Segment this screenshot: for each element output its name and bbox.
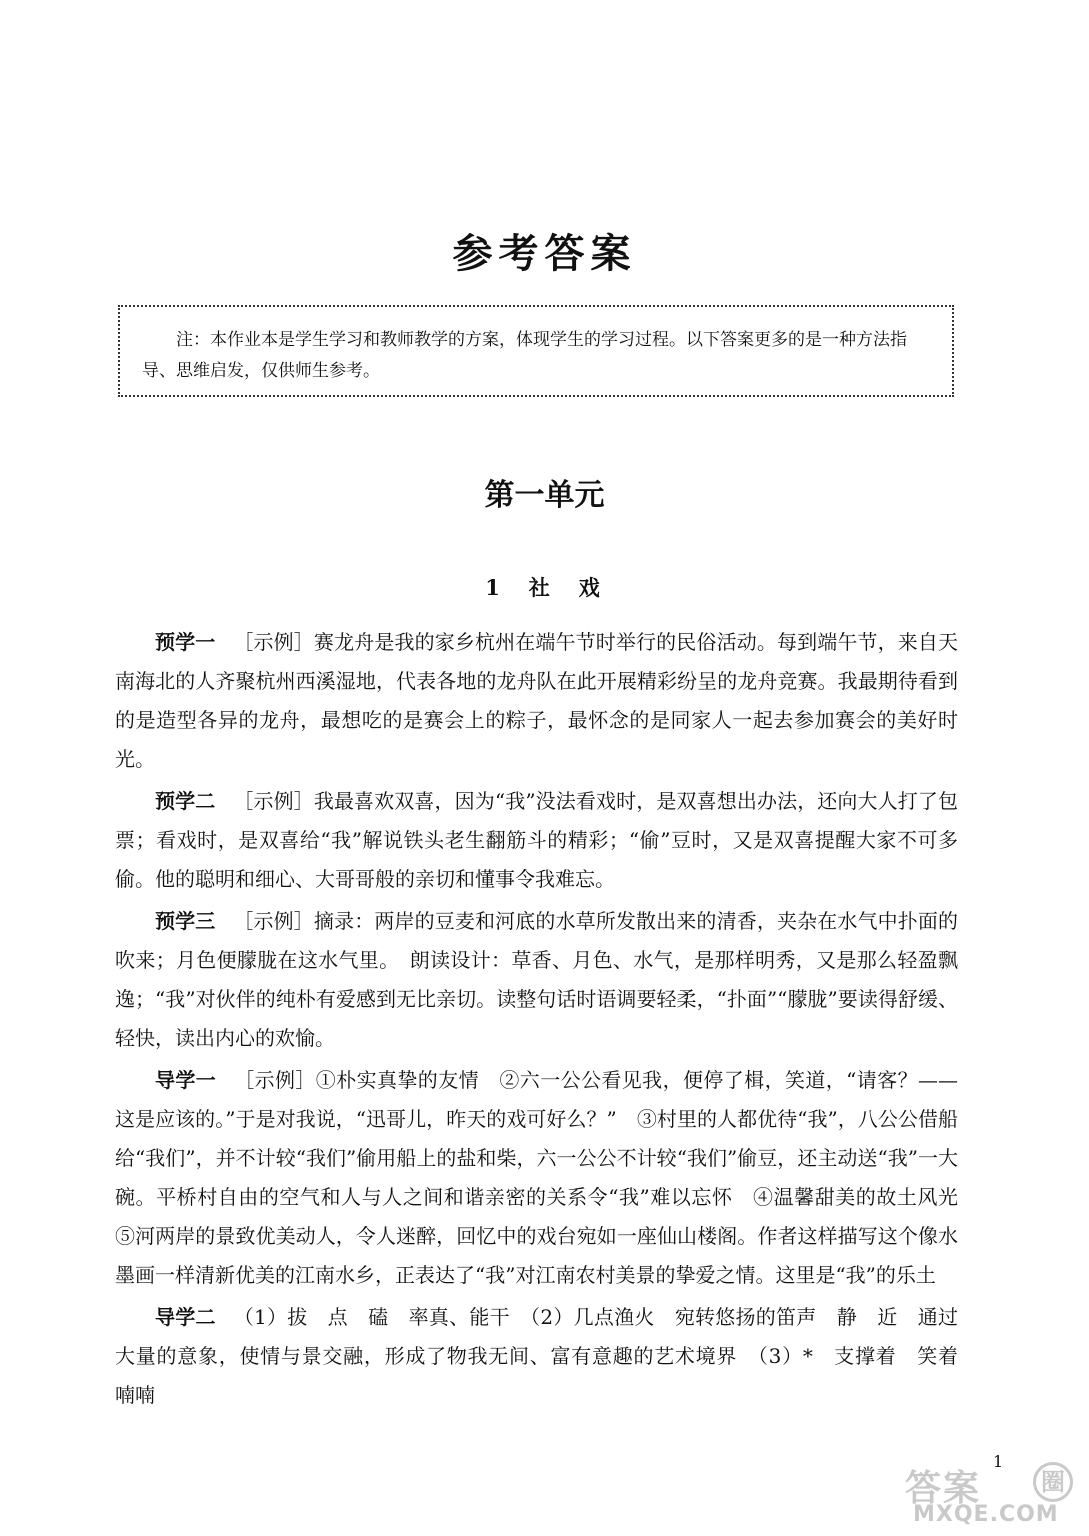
answer-paragraph [115,782,958,899]
answer-paragraph [115,623,958,779]
section-label: 导学二 [155,1305,216,1329]
note-box [118,305,954,397]
note-text: 注：本作业本是学生学习和教师教学的方案，体现学生的学习过程。以下答案更多的是一种方法指导、思维启发，仅供师生参考。 [142,330,907,381]
answer-paragraph [115,1061,978,1295]
answer-paragraph [115,1298,978,1415]
page-number: 1 [993,1452,1004,1471]
section-label: 导学一 [155,1068,217,1092]
answer-paragraph [115,902,958,1058]
answer-text: ［示例］我最喜欢双喜，因为“我”没法看戏时，是双喜想出办法，还向大人打了包票；看戏时，是双喜给“我”解说铁头老生翻筋斗的精彩；“偷”豆时，又是双喜提醒大家不可多偷。他的聪明和细心、大哥哥般的亲切和懂事令我难忘。 [115,789,959,891]
answer-text: ［示例］①朴实真挚的友情 ②六一公公看见我，便停了楫，笑道，“请客？——这是应该的。”于是对我说，“迅哥儿，昨天的戏可好么？” ③村里的人都优待“我”，八公公借船给“我们”，并不计较“我们”偷用船上的盐和柴，六一公公不计较“我们”偷豆，还主动送“我”一大碗。平桥村自由的空气和人与人之间和谐亲密的关系令“我”难以忘怀 ④温馨甜美的故土风光 ⑤河两岸的景致优美动人，令人迷醉，回忆中的戏台宛如一座仙山楼阁。作者这样描写这个像水墨画一样清新优美的江南水乡，正表达了“我”对江南农村美景的挚爱之情。这里是“我”的乐土 [115,1068,978,1287]
answer-text: ［示例］赛龙舟是我的家乡杭州在端午节时举行的民俗活动。每到端午节，来自天南海北的人齐聚杭州西溪湿地，代表各地的龙舟队在此开展精彩纷呈的龙舟竞赛。我最期待看到的是造型各异的龙舟，最想吃的是赛会上的粽子，最怀念的是同家人一起去参加赛会的美好时光。 [115,630,959,771]
answer-text: （1）拔 点 磕 率真、能干 （2）几点渔火 宛转悠扬的笛声 静 近 通过大量的意象，使情与景交融，形成了物我无间、富有意趣的艺术境界 （3）* 支撑着 笑着 喃喃 [115,1305,978,1407]
section-label: 预学二 [155,789,216,813]
watermark-url: MXQE.COM [913,1502,1059,1527]
answer-text: ［示例］摘录：两岸的豆麦和河底的水草所发散出来的清香，夹杂在水气中扑面的吹来；月色便朦胧在这水气里。 朗读设计：草香、月色、水气，是那样明秀，又是那么轻盈飘逸；“我”对伙伴的纯朴有爱感到无比亲切。读整句话时语调要轻柔，“扑面”“朦胧”要读得舒缓、轻快，读出内心的欢愉。 [115,909,959,1050]
answer-content [115,623,978,1415]
watermark-text: 答案 [905,1468,982,1509]
lesson-title: 1 社 戏 [485,575,604,600]
section-label: 预学一 [155,630,216,654]
page-title: 参考答案 [452,230,637,277]
unit-title: 第一单元 [484,478,605,513]
watermark-badge: 圈 [1033,1462,1073,1502]
section-label: 预学三 [155,909,216,933]
